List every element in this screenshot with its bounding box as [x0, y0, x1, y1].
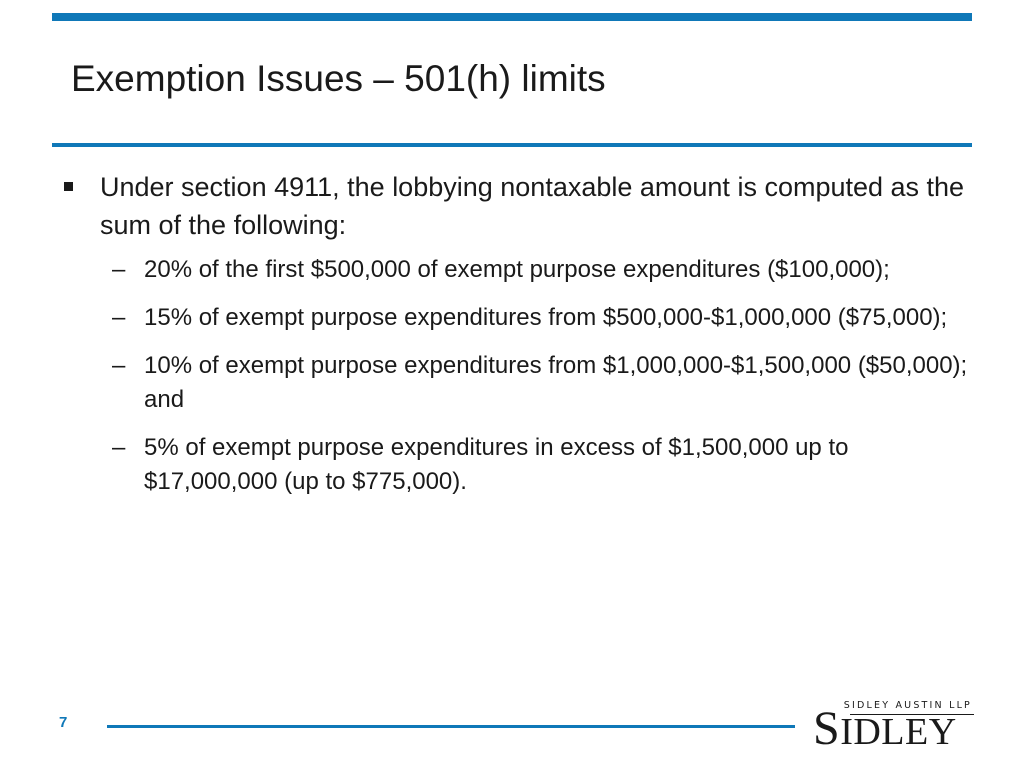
slide-content	[62, 168, 972, 513]
logo-wordmark-rest: IDLEY	[840, 711, 957, 753]
dash-bullet: –	[112, 256, 126, 283]
dash-bullet: –	[112, 352, 126, 379]
sub-bullet-text: 20% of the first $500,000 of exempt purpose expenditures ($100,000);	[144, 256, 890, 283]
sidley-logo	[812, 700, 974, 755]
sub-bullet-text: 5% of exempt purpose expenditures in excess of $1,500,000 up to $17,000,000 (up to $775,000).	[144, 434, 849, 495]
title-divider-rule	[52, 143, 972, 147]
main-bullet	[62, 168, 972, 244]
square-bullet-icon	[64, 182, 73, 191]
sub-bullet-list	[62, 253, 972, 499]
sub-bullet-text: 10% of exempt purpose expenditures from $1,000,000-$1,500,000 ($50,000); and	[144, 352, 968, 413]
logo-firm-name: SIDLEY AUSTIN LLP	[843, 700, 972, 711]
slide-title: Exemption Issues – 501(h) limits	[71, 58, 606, 99]
sub-bullet-item	[62, 253, 972, 287]
dash-bullet: –	[112, 434, 126, 461]
sub-bullet-item	[62, 301, 972, 335]
main-bullet-text: Under section 4911, the lobbying nontaxable amount is computed as the sum of the following:	[100, 172, 965, 240]
footer-rule	[107, 725, 795, 728]
sub-bullet-text: 15% of exempt purpose expenditures from $500,000-$1,000,000 ($75,000);	[144, 304, 948, 331]
sub-bullet-item	[62, 431, 972, 499]
page-number: 7	[59, 714, 68, 731]
sub-bullet-item	[62, 349, 972, 417]
logo-initial: S	[813, 702, 841, 755]
dash-bullet: –	[112, 304, 126, 331]
top-accent-rule	[52, 13, 972, 21]
